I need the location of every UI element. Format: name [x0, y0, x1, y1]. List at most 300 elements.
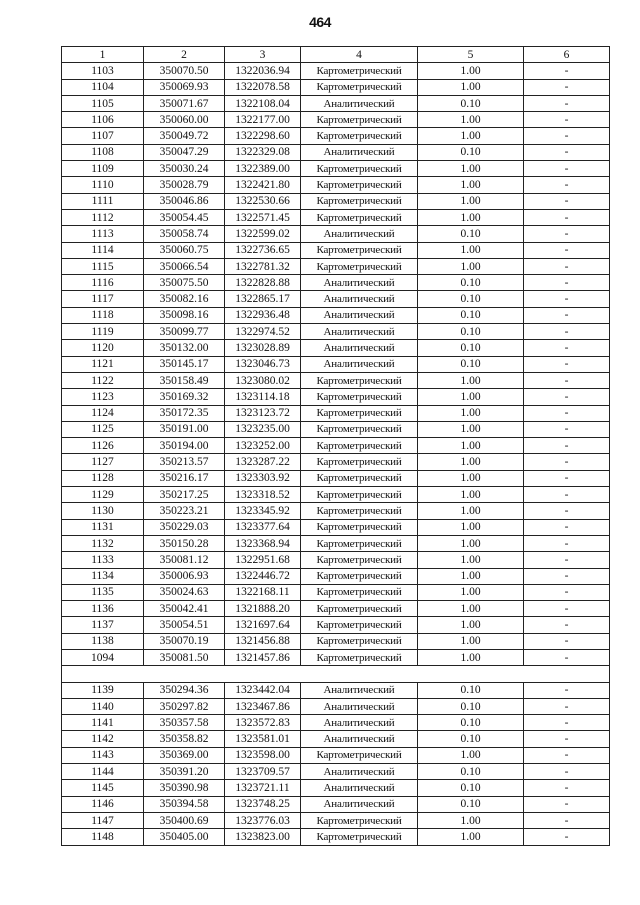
- table-cell-col-4: Аналитический: [301, 698, 418, 714]
- table-cell-col-1: 1113: [62, 226, 144, 242]
- table-cell-col-5: 0.10: [418, 144, 524, 160]
- table-cell-col-3: 1322828.88: [225, 275, 301, 291]
- table-cell-col-6: -: [524, 568, 610, 584]
- table-cell-col-6: -: [524, 209, 610, 225]
- table-cell-col-2: 350191.00: [144, 421, 225, 437]
- table-cell-col-5: 0.10: [418, 682, 524, 698]
- table-cell-col-1: 1130: [62, 503, 144, 519]
- table-cell-col-4: Аналитический: [301, 796, 418, 812]
- table-cell-col-2: 350042.41: [144, 601, 225, 617]
- table-cell-col-1: 1122: [62, 372, 144, 388]
- table-cell-col-6: -: [524, 780, 610, 796]
- table-row: [62, 812, 610, 828]
- table-cell-col-4: Картометрический: [301, 161, 418, 177]
- table-row: [62, 454, 610, 470]
- table-cell-col-5: 0.10: [418, 226, 524, 242]
- table-cell-col-1: 1105: [62, 95, 144, 111]
- table-cell-col-5: 0.10: [418, 340, 524, 356]
- table-cell-col-1: 1136: [62, 601, 144, 617]
- table-cell-col-6: -: [524, 258, 610, 274]
- table-cell-col-5: 0.10: [418, 95, 524, 111]
- table-row: [62, 79, 610, 95]
- table-cell-col-3: 1323368.94: [225, 535, 301, 551]
- table-row: [62, 829, 610, 845]
- table-cell-col-5: 1.00: [418, 519, 524, 535]
- table-cell-col-3: 1322421.80: [225, 177, 301, 193]
- table-cell-col-5: 1.00: [418, 372, 524, 388]
- table-separator: [62, 666, 610, 682]
- table-cell-col-6: -: [524, 601, 610, 617]
- table-cell-col-6: -: [524, 535, 610, 551]
- table-cell-col-4: Картометрический: [301, 258, 418, 274]
- table-cell-col-3: 1323123.72: [225, 405, 301, 421]
- table-cell-col-2: 350047.29: [144, 144, 225, 160]
- table-row: [62, 796, 610, 812]
- table-cell-col-1: 1119: [62, 324, 144, 340]
- table-cell-col-2: 350216.17: [144, 470, 225, 486]
- table-cell-col-3: 1323303.92: [225, 470, 301, 486]
- table-cell-col-2: 350049.72: [144, 128, 225, 144]
- table-cell-col-6: -: [524, 764, 610, 780]
- table-cell-col-2: 350217.25: [144, 487, 225, 503]
- table-cell-col-6: -: [524, 747, 610, 763]
- table-cell-col-6: -: [524, 356, 610, 372]
- table-cell-col-1: 1114: [62, 242, 144, 258]
- table-row: [62, 601, 610, 617]
- table-cell-col-2: 350194.00: [144, 438, 225, 454]
- table-cell-col-4: Картометрический: [301, 519, 418, 535]
- table-cell-col-3: 1323581.01: [225, 731, 301, 747]
- table-cell-col-3: 1322446.72: [225, 568, 301, 584]
- table-cell-col-2: 350046.86: [144, 193, 225, 209]
- table-row: [62, 340, 610, 356]
- table-cell-col-2: 350098.16: [144, 307, 225, 323]
- table-cell-col-5: 1.00: [418, 389, 524, 405]
- table-row: [62, 421, 610, 437]
- table-cell-col-6: -: [524, 372, 610, 388]
- table-cell-col-1: 1106: [62, 112, 144, 128]
- table-cell-col-2: 350213.57: [144, 454, 225, 470]
- table-cell-col-5: 0.10: [418, 764, 524, 780]
- table-cell-col-1: 1137: [62, 617, 144, 633]
- table-cell-col-3: 1323318.52: [225, 487, 301, 503]
- table-cell-col-6: -: [524, 633, 610, 649]
- table-cell-col-6: -: [524, 796, 610, 812]
- table-cell-col-4: Картометрический: [301, 242, 418, 258]
- table-cell-col-3: 1322078.58: [225, 79, 301, 95]
- table-cell-col-3: 1323776.03: [225, 812, 301, 828]
- table-row: [62, 275, 610, 291]
- table-cell-col-6: -: [524, 324, 610, 340]
- table-row: [62, 63, 610, 79]
- table-cell-col-1: 1112: [62, 209, 144, 225]
- table-cell-col-6: -: [524, 649, 610, 665]
- table-row: [62, 617, 610, 633]
- table-cell-col-6: -: [524, 552, 610, 568]
- table-cell-col-3: 1322298.60: [225, 128, 301, 144]
- table-cell-col-4: Аналитический: [301, 731, 418, 747]
- table-cell-col-6: -: [524, 682, 610, 698]
- table-cell-col-6: -: [524, 487, 610, 503]
- table-cell-col-1: 1104: [62, 79, 144, 95]
- table-row: [62, 258, 610, 274]
- table-cell-col-3: 1323467.86: [225, 698, 301, 714]
- table-cell-col-2: 350006.93: [144, 568, 225, 584]
- table-cell-col-3: 1322571.45: [225, 209, 301, 225]
- table-cell-col-5: 1.00: [418, 829, 524, 845]
- table-cell-col-2: 350145.17: [144, 356, 225, 372]
- table-cell-col-5: 1.00: [418, 601, 524, 617]
- table-cell-col-2: 350081.12: [144, 552, 225, 568]
- table-cell-col-1: 1127: [62, 454, 144, 470]
- table-row: [62, 780, 610, 796]
- table-cell-col-2: 350081.50: [144, 649, 225, 665]
- table-cell-col-1: 1125: [62, 421, 144, 437]
- table-cell-col-3: 1323748.25: [225, 796, 301, 812]
- table-cell-col-6: -: [524, 503, 610, 519]
- table-cell-col-3: 1323572.83: [225, 715, 301, 731]
- table-cell-col-2: 350054.45: [144, 209, 225, 225]
- table-cell-col-1: 1145: [62, 780, 144, 796]
- table-cell-col-3: 1323709.57: [225, 764, 301, 780]
- table-row: [62, 177, 610, 193]
- table-cell-col-5: 1.00: [418, 617, 524, 633]
- table-cell-col-5: 1.00: [418, 161, 524, 177]
- table-cell-col-6: -: [524, 584, 610, 600]
- table-cell-col-6: -: [524, 829, 610, 845]
- table-cell-col-6: -: [524, 242, 610, 258]
- table-cell-col-1: 1140: [62, 698, 144, 714]
- table-cell-col-2: 350071.67: [144, 95, 225, 111]
- table-cell-col-6: -: [524, 95, 610, 111]
- table-cell-col-6: -: [524, 193, 610, 209]
- table-cell-col-4: Картометрический: [301, 63, 418, 79]
- table-cell-col-1: 1146: [62, 796, 144, 812]
- table-cell-col-1: 1110: [62, 177, 144, 193]
- table-row: [62, 438, 610, 454]
- table-body-group-1: [62, 63, 610, 666]
- table-row: [62, 226, 610, 242]
- table-cell-col-3: 1322177.00: [225, 112, 301, 128]
- table-cell-col-6: -: [524, 438, 610, 454]
- table-cell-col-6: -: [524, 731, 610, 747]
- table-cell-col-5: 1.00: [418, 633, 524, 649]
- table-cell-col-3: 1323287.22: [225, 454, 301, 470]
- table-cell-col-6: -: [524, 470, 610, 486]
- table-cell-col-5: 1.00: [418, 63, 524, 79]
- table-cell-col-2: 350066.54: [144, 258, 225, 274]
- table-cell-col-4: Аналитический: [301, 144, 418, 160]
- table-row: [62, 161, 610, 177]
- table-cell-col-4: Картометрический: [301, 193, 418, 209]
- table-cell-col-4: Аналитический: [301, 715, 418, 731]
- table-cell-col-3: 1323377.64: [225, 519, 301, 535]
- table-cell-col-5: 1.00: [418, 193, 524, 209]
- table-cell-col-3: 1323721.11: [225, 780, 301, 796]
- table-cell-col-2: 350358.82: [144, 731, 225, 747]
- table-row: [62, 144, 610, 160]
- table-cell-col-5: 0.10: [418, 291, 524, 307]
- table-cell-col-4: Картометрический: [301, 649, 418, 665]
- table-row: [62, 389, 610, 405]
- table-cell-col-5: 1.00: [418, 112, 524, 128]
- header-cell: 5: [418, 47, 524, 63]
- blank-cell: [62, 666, 610, 682]
- table-row: [62, 470, 610, 486]
- table-cell-col-2: 350060.00: [144, 112, 225, 128]
- table-cell-col-1: 1109: [62, 161, 144, 177]
- table-row: [62, 535, 610, 551]
- table-row: [62, 112, 610, 128]
- table-cell-col-1: 1144: [62, 764, 144, 780]
- table-cell-col-5: 1.00: [418, 79, 524, 95]
- table-cell-col-3: 1322389.00: [225, 161, 301, 177]
- table-cell-col-5: 1.00: [418, 454, 524, 470]
- table-cell-col-4: Картометрический: [301, 552, 418, 568]
- table-row: [62, 356, 610, 372]
- table-cell-col-1: 1116: [62, 275, 144, 291]
- table-cell-col-3: 1321888.20: [225, 601, 301, 617]
- table-cell-col-5: 1.00: [418, 177, 524, 193]
- table-cell-col-4: Аналитический: [301, 95, 418, 111]
- header-cell: 3: [225, 47, 301, 63]
- table-cell-col-6: -: [524, 112, 610, 128]
- table-cell-col-2: 350150.28: [144, 535, 225, 551]
- table-cell-col-6: -: [524, 519, 610, 535]
- table-cell-col-1: 1108: [62, 144, 144, 160]
- table-cell-col-4: Картометрический: [301, 372, 418, 388]
- table-cell-col-2: 350099.77: [144, 324, 225, 340]
- table-cell-col-4: Картометрический: [301, 829, 418, 845]
- table-row: [62, 764, 610, 780]
- table-cell-col-5: 1.00: [418, 438, 524, 454]
- table-row: [62, 291, 610, 307]
- table-cell-col-1: 1094: [62, 649, 144, 665]
- table-row: [62, 128, 610, 144]
- table-cell-col-4: Аналитический: [301, 307, 418, 323]
- page-number: 464: [309, 14, 331, 30]
- table-cell-col-4: Картометрический: [301, 79, 418, 95]
- table-cell-col-4: Аналитический: [301, 780, 418, 796]
- table-cell-col-2: 350390.98: [144, 780, 225, 796]
- table-row: [62, 405, 610, 421]
- table-cell-col-2: 350158.49: [144, 372, 225, 388]
- table-cell-col-5: 1.00: [418, 405, 524, 421]
- table-cell-col-1: 1139: [62, 682, 144, 698]
- table-cell-col-3: 1321697.64: [225, 617, 301, 633]
- table-cell-col-4: Картометрический: [301, 568, 418, 584]
- table-row: [62, 372, 610, 388]
- table-cell-col-5: 0.10: [418, 307, 524, 323]
- table-cell-col-4: Картометрический: [301, 177, 418, 193]
- table-cell-col-1: 1120: [62, 340, 144, 356]
- table-cell-col-3: 1323046.73: [225, 356, 301, 372]
- table-row: [62, 487, 610, 503]
- table-cell-col-1: 1111: [62, 193, 144, 209]
- table-cell-col-4: Аналитический: [301, 356, 418, 372]
- table-row: [62, 682, 610, 698]
- table-cell-col-1: 1123: [62, 389, 144, 405]
- table-cell-col-6: -: [524, 715, 610, 731]
- table-cell-col-4: Картометрический: [301, 112, 418, 128]
- header-cell: 2: [144, 47, 225, 63]
- table-cell-col-2: 350132.00: [144, 340, 225, 356]
- coordinates-table: [61, 46, 610, 846]
- table-cell-col-4: Картометрический: [301, 128, 418, 144]
- table-cell-col-3: 1321456.88: [225, 633, 301, 649]
- table-cell-col-5: 1.00: [418, 242, 524, 258]
- table-cell-col-3: 1323114.18: [225, 389, 301, 405]
- table-cell-col-6: -: [524, 79, 610, 95]
- table-cell-col-6: -: [524, 63, 610, 79]
- header-cell: 1: [62, 47, 144, 63]
- table-row: [62, 552, 610, 568]
- table-cell-col-4: Аналитический: [301, 226, 418, 242]
- table-cell-col-5: 1.00: [418, 209, 524, 225]
- table-row: [62, 747, 610, 763]
- table-cell-col-2: 350405.00: [144, 829, 225, 845]
- table-cell-col-1: 1134: [62, 568, 144, 584]
- table-cell-col-6: -: [524, 161, 610, 177]
- table-cell-col-2: 350297.82: [144, 698, 225, 714]
- table-cell-col-5: 1.00: [418, 747, 524, 763]
- table-cell-col-2: 350391.20: [144, 764, 225, 780]
- table-cell-col-1: 1131: [62, 519, 144, 535]
- blank-row: [62, 666, 610, 682]
- table-cell-col-5: 1.00: [418, 552, 524, 568]
- table-cell-col-3: 1323252.00: [225, 438, 301, 454]
- table-cell-col-1: 1141: [62, 715, 144, 731]
- table-cell-col-4: Картометрический: [301, 812, 418, 828]
- table-cell-col-3: 1322865.17: [225, 291, 301, 307]
- table-cell-col-2: 350294.36: [144, 682, 225, 698]
- table-cell-col-6: -: [524, 307, 610, 323]
- table-cell-col-2: 350070.50: [144, 63, 225, 79]
- table-cell-col-1: 1126: [62, 438, 144, 454]
- table-cell-col-2: 350229.03: [144, 519, 225, 535]
- table-cell-col-6: -: [524, 144, 610, 160]
- table-cell-col-6: -: [524, 389, 610, 405]
- table-cell-col-4: Картометрический: [301, 633, 418, 649]
- table-cell-col-5: 0.10: [418, 715, 524, 731]
- table-cell-col-4: Картометрический: [301, 747, 418, 763]
- table-cell-col-3: 1322108.04: [225, 95, 301, 111]
- table-row: [62, 242, 610, 258]
- table-cell-col-2: 350075.50: [144, 275, 225, 291]
- table-cell-col-4: Картометрический: [301, 601, 418, 617]
- table-cell-col-2: 350082.16: [144, 291, 225, 307]
- table-cell-col-6: -: [524, 340, 610, 356]
- table-cell-col-2: 350030.24: [144, 161, 225, 177]
- table-cell-col-5: 0.10: [418, 796, 524, 812]
- table-cell-col-3: 1322168.11: [225, 584, 301, 600]
- table-cell-col-4: Картометрический: [301, 617, 418, 633]
- table-cell-col-3: 1323598.00: [225, 747, 301, 763]
- table-row: [62, 649, 610, 665]
- table-row: [62, 715, 610, 731]
- table-cell-col-5: 0.10: [418, 324, 524, 340]
- table-cell-col-1: 1138: [62, 633, 144, 649]
- table-cell-col-3: 1322951.68: [225, 552, 301, 568]
- table-cell-col-1: 1147: [62, 812, 144, 828]
- table-cell-col-3: 1322781.32: [225, 258, 301, 274]
- table-cell-col-1: 1135: [62, 584, 144, 600]
- table-cell-col-2: 350070.19: [144, 633, 225, 649]
- table-cell-col-3: 1323028.89: [225, 340, 301, 356]
- table-cell-col-4: Картометрический: [301, 405, 418, 421]
- table-cell-col-6: -: [524, 405, 610, 421]
- table-cell-col-3: 1322936.48: [225, 307, 301, 323]
- table-cell-col-5: 1.00: [418, 128, 524, 144]
- table-cell-col-3: 1323345.92: [225, 503, 301, 519]
- table-cell-col-4: Картометрический: [301, 389, 418, 405]
- table-cell-col-4: Картометрический: [301, 209, 418, 225]
- table-cell-col-3: 1321457.86: [225, 649, 301, 665]
- table-cell-col-4: Картометрический: [301, 487, 418, 503]
- table-cell-col-2: 350069.93: [144, 79, 225, 95]
- table-row: [62, 209, 610, 225]
- table-cell-col-1: 1132: [62, 535, 144, 551]
- table-cell-col-3: 1322036.94: [225, 63, 301, 79]
- table-cell-col-6: -: [524, 275, 610, 291]
- table-cell-col-4: Картометрический: [301, 470, 418, 486]
- table-cell-col-1: 1142: [62, 731, 144, 747]
- table-cell-col-6: -: [524, 812, 610, 828]
- table-cell-col-2: 350394.58: [144, 796, 225, 812]
- table-cell-col-4: Аналитический: [301, 291, 418, 307]
- table-cell-col-5: 1.00: [418, 258, 524, 274]
- header-cell: 6: [524, 47, 610, 63]
- table-cell-col-5: 1.00: [418, 503, 524, 519]
- table-cell-col-1: 1103: [62, 63, 144, 79]
- table-cell-col-2: 350028.79: [144, 177, 225, 193]
- table-cell-col-6: -: [524, 454, 610, 470]
- table-cell-col-3: 1322736.65: [225, 242, 301, 258]
- table-cell-col-4: Картометрический: [301, 454, 418, 470]
- table-cell-col-4: Аналитический: [301, 275, 418, 291]
- table-cell-col-1: 1107: [62, 128, 144, 144]
- table-cell-col-1: 1148: [62, 829, 144, 845]
- table-cell-col-2: 350172.35: [144, 405, 225, 421]
- table-row: [62, 193, 610, 209]
- table-row: [62, 307, 610, 323]
- table-cell-col-5: 1.00: [418, 812, 524, 828]
- table-row: [62, 698, 610, 714]
- table-cell-col-4: Аналитический: [301, 682, 418, 698]
- table-row: [62, 731, 610, 747]
- table-cell-col-1: 1133: [62, 552, 144, 568]
- table-cell-col-2: 350400.69: [144, 812, 225, 828]
- table-cell-col-1: 1128: [62, 470, 144, 486]
- table-row: [62, 633, 610, 649]
- table-cell-col-5: 0.10: [418, 780, 524, 796]
- table-cell-col-2: 350058.74: [144, 226, 225, 242]
- table-cell-col-5: 1.00: [418, 421, 524, 437]
- table-row: [62, 324, 610, 340]
- table-cell-col-3: 1323235.00: [225, 421, 301, 437]
- table-cell-col-1: 1124: [62, 405, 144, 421]
- table-cell-col-4: Картометрический: [301, 535, 418, 551]
- table-cell-col-2: 350357.58: [144, 715, 225, 731]
- table-body-group-2: [62, 682, 610, 845]
- table-cell-col-5: 1.00: [418, 568, 524, 584]
- table-cell-col-5: 0.10: [418, 275, 524, 291]
- table-cell-col-4: Картометрический: [301, 503, 418, 519]
- header-row: [62, 47, 610, 63]
- table-cell-col-1: 1115: [62, 258, 144, 274]
- table-cell-col-2: 350223.21: [144, 503, 225, 519]
- table-cell-col-5: 1.00: [418, 584, 524, 600]
